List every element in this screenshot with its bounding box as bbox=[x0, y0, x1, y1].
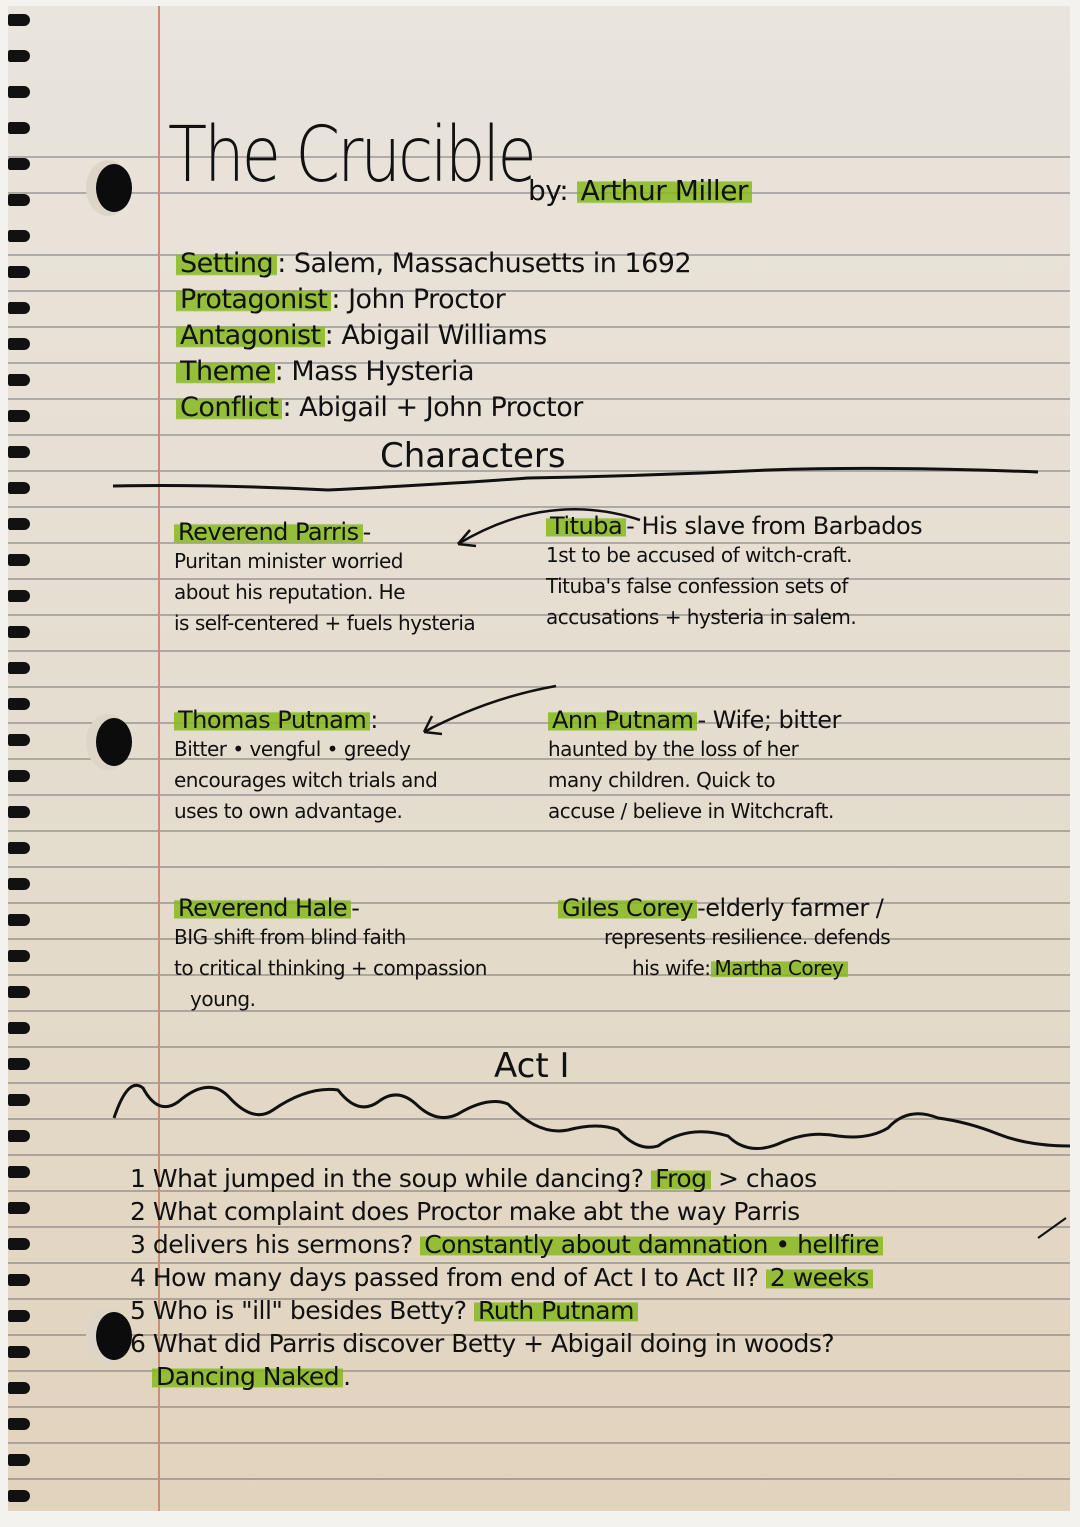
question-item bbox=[130, 1195, 883, 1228]
question-number: 1 bbox=[130, 1164, 146, 1193]
question-text: What did Parris discover Betty + Abigail doing in woods? bbox=[152, 1329, 835, 1358]
question-text: What jumped in the soup while dancing? bbox=[152, 1164, 644, 1193]
character-line: accusations + hysteria in salem. bbox=[546, 605, 857, 629]
question-list bbox=[130, 1162, 883, 1393]
character-line: represents resilience. defends bbox=[604, 925, 891, 949]
question-number: 5 bbox=[130, 1296, 146, 1325]
question-item: Dancing Naked . bbox=[130, 1360, 883, 1393]
character-line: Wife; bitter bbox=[712, 706, 841, 734]
question-text: How many days passed from end of Act I to Act II? bbox=[152, 1263, 759, 1292]
character-line: young. bbox=[190, 987, 256, 1011]
author-name: Arthur Miller bbox=[577, 174, 752, 207]
act-wavy-divider bbox=[114, 1085, 1070, 1148]
character-line: is self-centered + fuels hysteria bbox=[174, 611, 476, 635]
question-answer: Dancing Naked bbox=[152, 1362, 343, 1391]
characters-divider-line bbox=[113, 468, 1038, 490]
question-answer: Constantly about damnation • hellfire bbox=[420, 1230, 883, 1259]
character-card-reverend-parris: Reverend Parris - Puritan minister worried about his reputation. He is self-centered + fuels hysteria bbox=[174, 518, 475, 639]
character-line: encourages witch trials and bbox=[174, 768, 438, 792]
question-item bbox=[130, 1294, 883, 1327]
info-value: : Mass Hysteria bbox=[274, 356, 475, 387]
info-value: : John Proctor bbox=[331, 284, 506, 315]
info-value: : Abigail + John Proctor bbox=[282, 392, 583, 423]
question-text: Who is "ill" besides Betty? bbox=[152, 1296, 467, 1325]
character-line: uses to own advantage. bbox=[174, 799, 403, 823]
character-card-ann-putnam: Ann Putnam - Wife; bitter haunted by the loss of her many children. Quick to accuse / believe in Witchcraft. bbox=[548, 706, 841, 827]
info-label: Theme bbox=[176, 356, 275, 387]
question-number: 4 bbox=[130, 1263, 146, 1292]
character-name: Tituba bbox=[546, 512, 626, 540]
page-title: The Crucible bbox=[168, 111, 534, 200]
character-name: Ann Putnam bbox=[548, 706, 697, 734]
character-line: elderly farmer / bbox=[705, 894, 884, 922]
character-card-reverend-hale: Reverend Hale - BIG shift from blind faith to critical thinking + compassion young. bbox=[174, 894, 487, 1015]
question-number: 2 bbox=[130, 1197, 146, 1226]
question-item bbox=[130, 1327, 883, 1360]
character-card-thomas-putnam: Thomas Putnam : Bitter • vengful • greedy encourages witch trials and uses to own advantage. bbox=[174, 706, 437, 827]
arrow-ann-to-thomas-icon bbox=[424, 686, 556, 732]
character-card-tituba: Tituba - His slave from Barbados 1st to be accused of witch-craft. Tituba's false confession sets of accusations + hysteria in salem. bbox=[546, 512, 922, 633]
character-card-giles-corey: Giles Corey -elderly farmer / represents resilience. defends his wife: Martha Corey bbox=[558, 894, 890, 984]
question-text: What complaint does Proctor make abt the way Parris bbox=[152, 1197, 800, 1226]
question-item bbox=[130, 1261, 883, 1294]
character-name: Reverend Parris bbox=[174, 518, 363, 546]
character-line: BIG shift from blind faith bbox=[174, 925, 406, 949]
margin-checkmark-icon bbox=[1038, 1218, 1066, 1238]
question-answer: 2 weeks bbox=[766, 1263, 873, 1292]
character-line: Bitter • vengful • greedy bbox=[174, 737, 411, 761]
character-line: accuse / believe in Witchcraft. bbox=[548, 799, 834, 823]
character-line: Puritan minister worried bbox=[174, 549, 403, 573]
question-item bbox=[130, 1228, 883, 1261]
character-line: His slave from Barbados bbox=[641, 512, 923, 540]
info-label: Conflict bbox=[176, 392, 282, 423]
info-label: Setting bbox=[176, 248, 277, 279]
by-prefix: by: bbox=[528, 174, 569, 207]
question-answer: Ruth Putnam bbox=[474, 1296, 638, 1325]
character-name: Giles Corey bbox=[558, 894, 697, 922]
character-line: to critical thinking + compassion bbox=[174, 956, 487, 980]
character-line: haunted by the loss of her bbox=[548, 737, 799, 761]
question-item: 1 What jumped in the soup while dancing? Frog > chaos bbox=[130, 1164, 817, 1193]
info-label: Antagonist bbox=[176, 320, 325, 351]
info-value: : Abigail Williams bbox=[324, 320, 547, 351]
character-line: 1st to be accused of witch-craft. bbox=[546, 543, 852, 567]
question-number: 6 bbox=[130, 1329, 146, 1358]
info-value: : Salem, Massachusetts in 1692 bbox=[277, 248, 692, 279]
question-number: 3 bbox=[130, 1230, 146, 1259]
character-line: about his reputation. He bbox=[174, 580, 405, 604]
characters-heading: Characters bbox=[380, 436, 566, 476]
character-name: Reverend Hale bbox=[174, 894, 351, 922]
character-line: Tituba's false confession sets of bbox=[546, 574, 848, 598]
character-name: Thomas Putnam bbox=[174, 706, 370, 734]
question-text: delivers his sermons? bbox=[152, 1230, 413, 1259]
character-line: many children. Quick to bbox=[548, 768, 776, 792]
character-line: his wife: bbox=[632, 956, 711, 980]
highlighted-name: Martha Corey bbox=[711, 956, 848, 980]
info-label: Protagonist bbox=[176, 284, 331, 315]
question-answer: Frog bbox=[651, 1164, 710, 1193]
act-heading: Act I bbox=[494, 1046, 570, 1086]
notebook-page bbox=[8, 6, 1070, 1511]
